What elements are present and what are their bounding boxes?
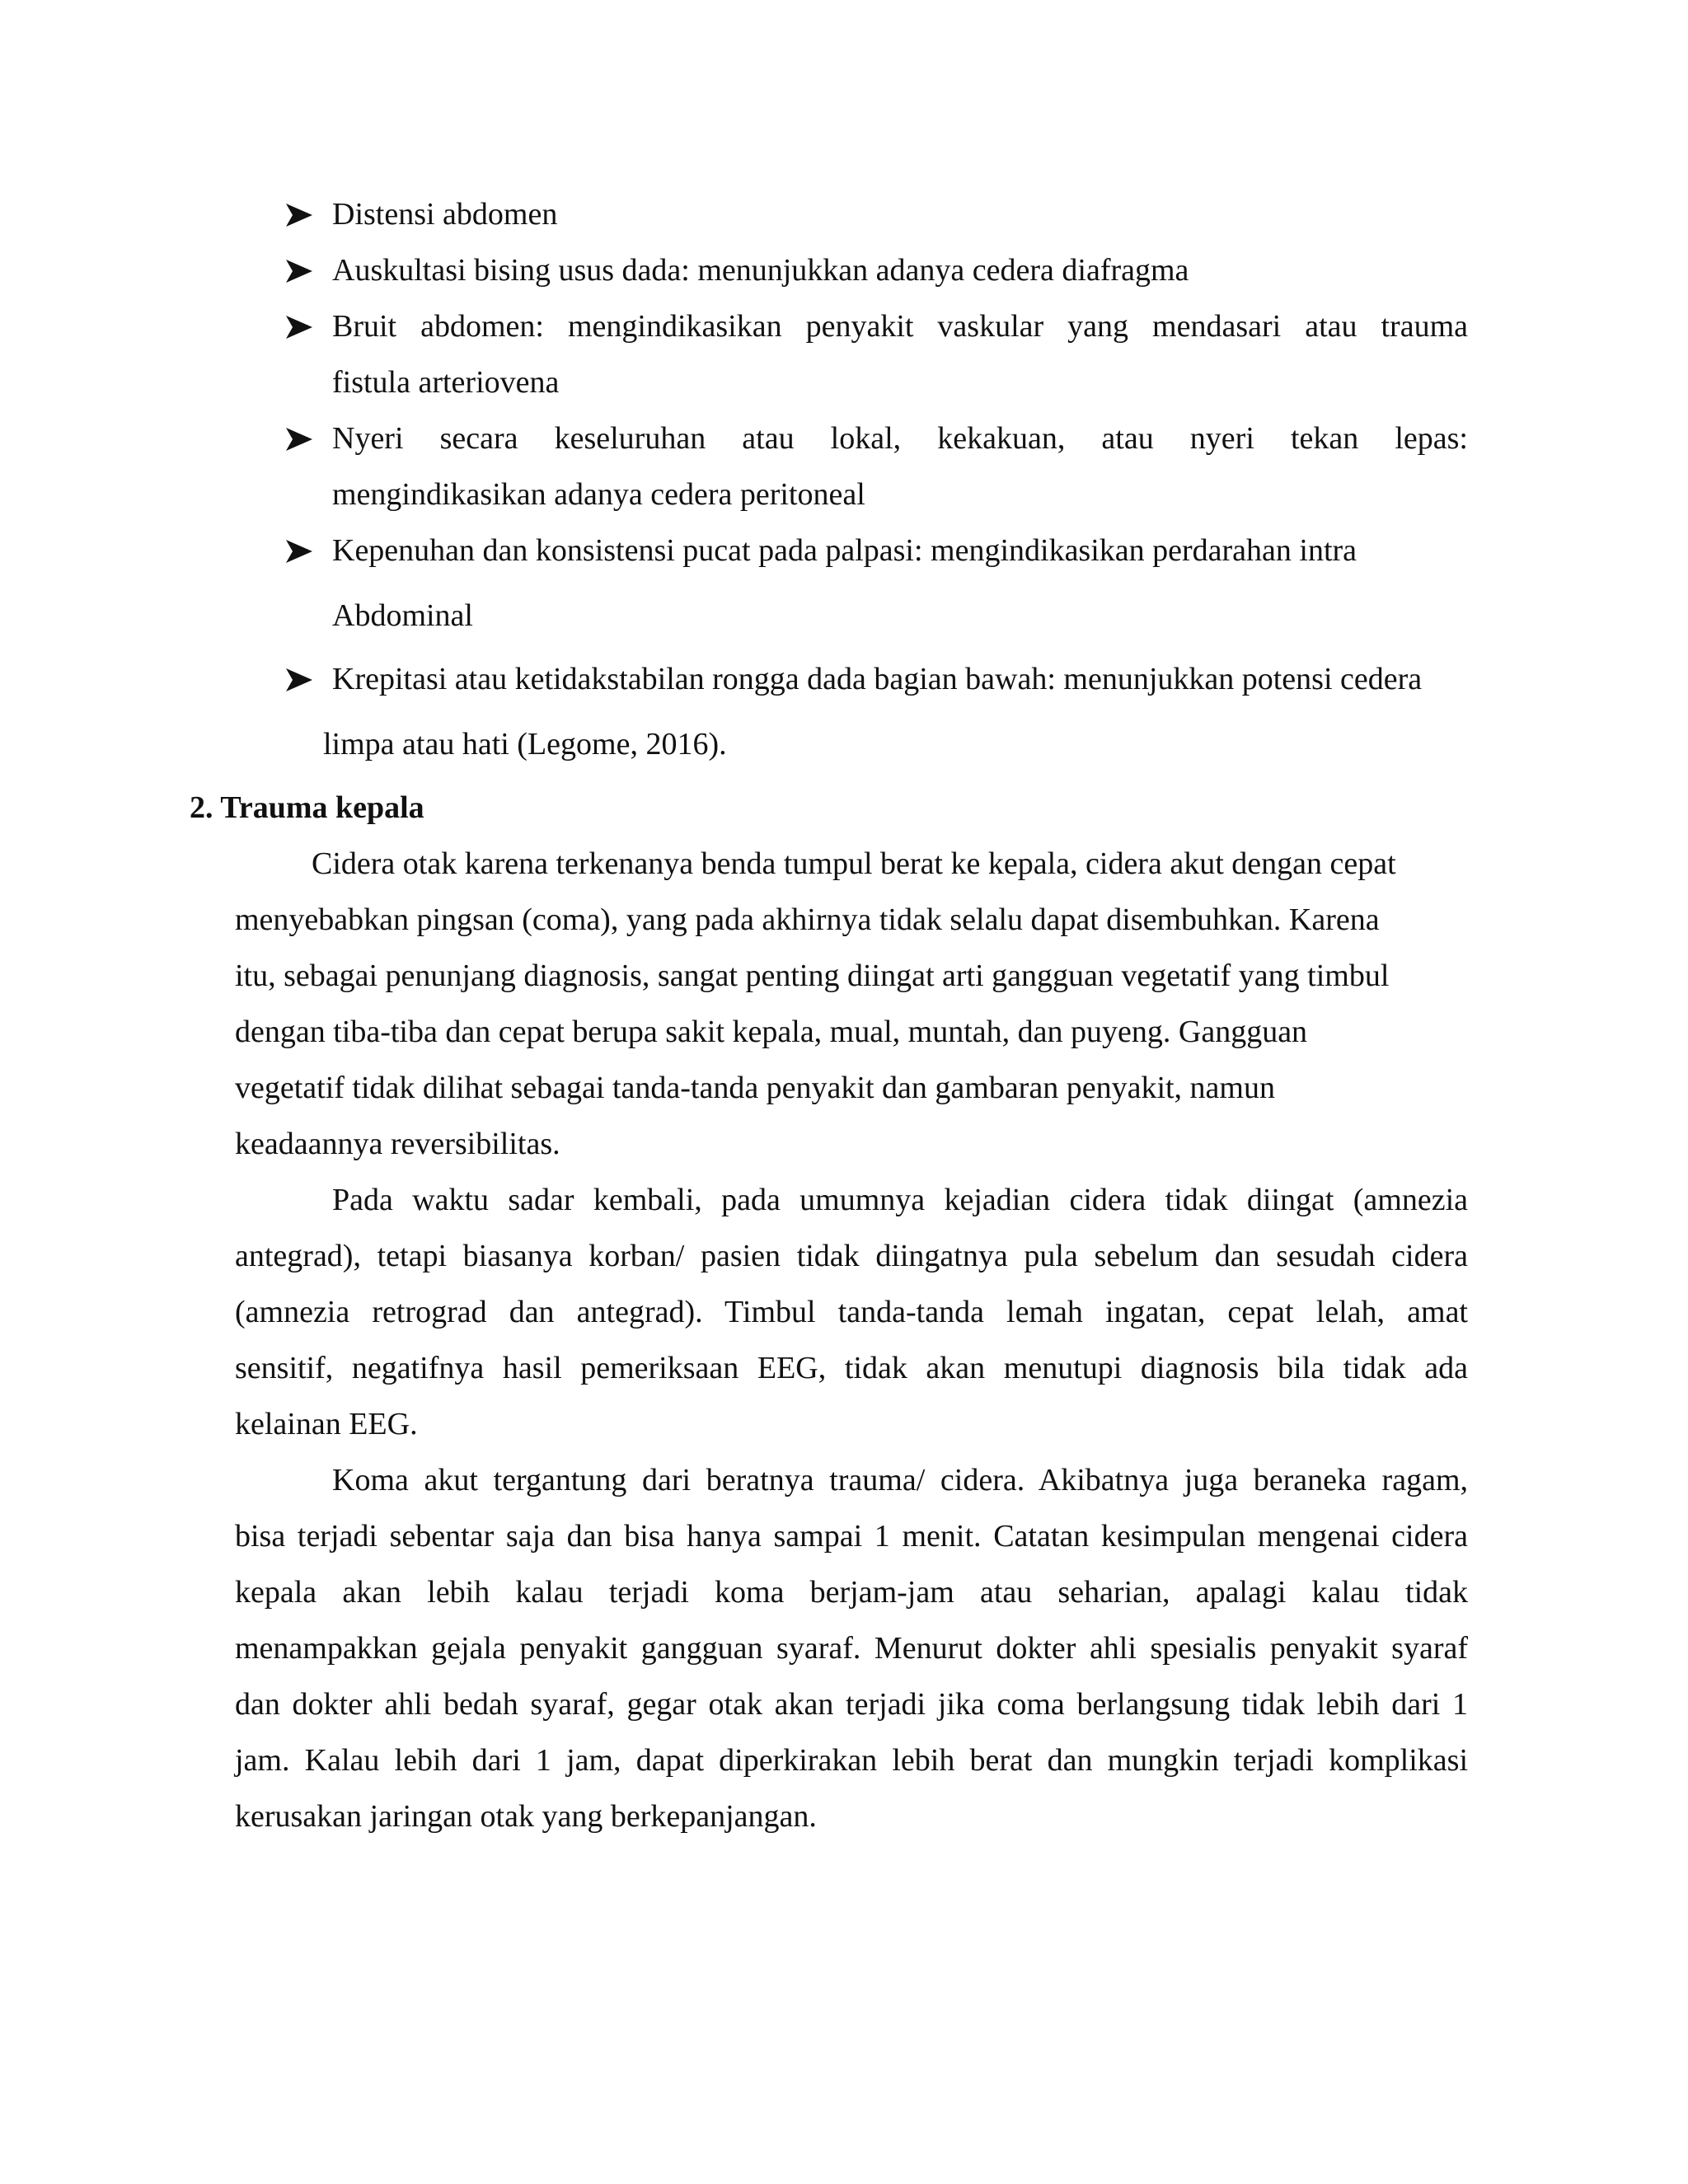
paragraph-line: itu, sebagai penunjang diagnosis, sangat penting diingat arti gangguan vegetatif yang timbul bbox=[235, 958, 1390, 993]
paragraph-line: antegrad), tetapi biasanya korban/ pasien tidak diingatnya pula sebelum dan sesudah cidera bbox=[235, 1239, 1468, 1273]
bullet-text-continued: limpa atau hati (Legome, 2016). bbox=[323, 727, 727, 762]
paragraph-line: Koma akut tergantung dari beratnya trauma/ cidera. Akibatnya juga beraneka ragam, bbox=[332, 1463, 1468, 1497]
paragraph-line: Cidera otak karena terkenanya benda tumpul berat ke kepala, cidera akut dengan cepat bbox=[312, 846, 1396, 881]
paragraph-line: dan dokter ahli bedah syaraf, gegar otak akan terjadi jika coma berlangsung tidak lebih dari 1 bbox=[235, 1687, 1468, 1722]
paragraph-line: (amnezia retrograd dan antegrad). Timbul tanda-tanda lemah ingatan, cepat lelah, amat bbox=[235, 1295, 1468, 1329]
bullet-text: Distensi abdomen bbox=[332, 197, 558, 232]
arrow-bullet-icon bbox=[284, 202, 314, 228]
paragraph-line: kepala akan lebih kalau terjadi koma berjam-jam atau seharian, apalagi kalau tidak bbox=[235, 1575, 1468, 1610]
arrow-bullet-icon bbox=[284, 667, 314, 693]
bullet-text: Kepenuhan dan konsistensi pucat pada palpasi: mengindikasikan perdarahan intra bbox=[332, 533, 1357, 568]
arrow-bullet-icon bbox=[284, 538, 314, 565]
section-heading bbox=[190, 788, 424, 827]
paragraph-line: menampakkan gejala penyakit gangguan syaraf. Menurut dokter ahli spesialis penyakit syaraf bbox=[235, 1631, 1468, 1666]
arrow-bullet-icon bbox=[284, 258, 314, 284]
bullet-text-continued: Abdominal bbox=[332, 598, 473, 633]
paragraph-line: Pada waktu sadar kembali, pada umumnya kejadian cidera tidak diingat (amnezia bbox=[332, 1183, 1468, 1217]
bullet-text: Auskultasi bising usus dada: menunjukkan adanya cedera diafragma bbox=[332, 253, 1189, 288]
bullet-text: Krepitasi atau ketidakstabilan rongga dada bagian bawah: menunjukkan potensi cedera bbox=[332, 662, 1423, 696]
bullet-text: Bruit abdomen: mengindikasikan penyakit vaskular yang mendasari atau trauma bbox=[332, 309, 1468, 344]
section-heading-text: 2. Trauma kepala bbox=[190, 790, 424, 825]
paragraph-line: sensitif, negatifnya hasil pemeriksaan EEG, tidak akan menutupi diagnosis bila tidak ada bbox=[235, 1351, 1468, 1385]
bullet-text: Nyeri secara keseluruhan atau lokal, kekakuan, atau nyeri tekan lepas: bbox=[332, 421, 1468, 456]
paragraph-line: menyebabkan pingsan (coma), yang pada akhirnya tidak selalu dapat disembuhkan. Karena bbox=[235, 902, 1380, 937]
paragraph-line: kelainan EEG. bbox=[235, 1407, 418, 1441]
paragraph-line: jam. Kalau lebih dari 1 jam, dapat diperkirakan lebih berat dan mungkin terjadi komplikasi bbox=[235, 1743, 1468, 1778]
arrow-bullet-icon bbox=[284, 426, 314, 452]
paragraph-line: kerusakan jaringan otak yang berkepanjangan. bbox=[235, 1799, 817, 1834]
arrow-bullet-icon bbox=[284, 314, 314, 340]
bullet-text-continued: fistula arteriovena bbox=[332, 365, 560, 400]
paragraph-line: dengan tiba-tiba dan cepat berupa sakit kepala, mual, muntah, dan puyeng. Gangguan bbox=[235, 1015, 1308, 1049]
paragraph-line: vegetatif tidak dilihat sebagai tanda-tanda penyakit dan gambaran penyakit, namun bbox=[235, 1071, 1275, 1105]
paragraph-line: bisa terjadi sebentar saja dan bisa hanya sampai 1 menit. Catatan kesimpulan mengenai cidera bbox=[235, 1519, 1468, 1554]
paragraph-line: keadaannya reversibilitas. bbox=[235, 1127, 560, 1161]
bullet-text-continued: mengindikasikan adanya cedera peritoneal bbox=[332, 477, 865, 512]
